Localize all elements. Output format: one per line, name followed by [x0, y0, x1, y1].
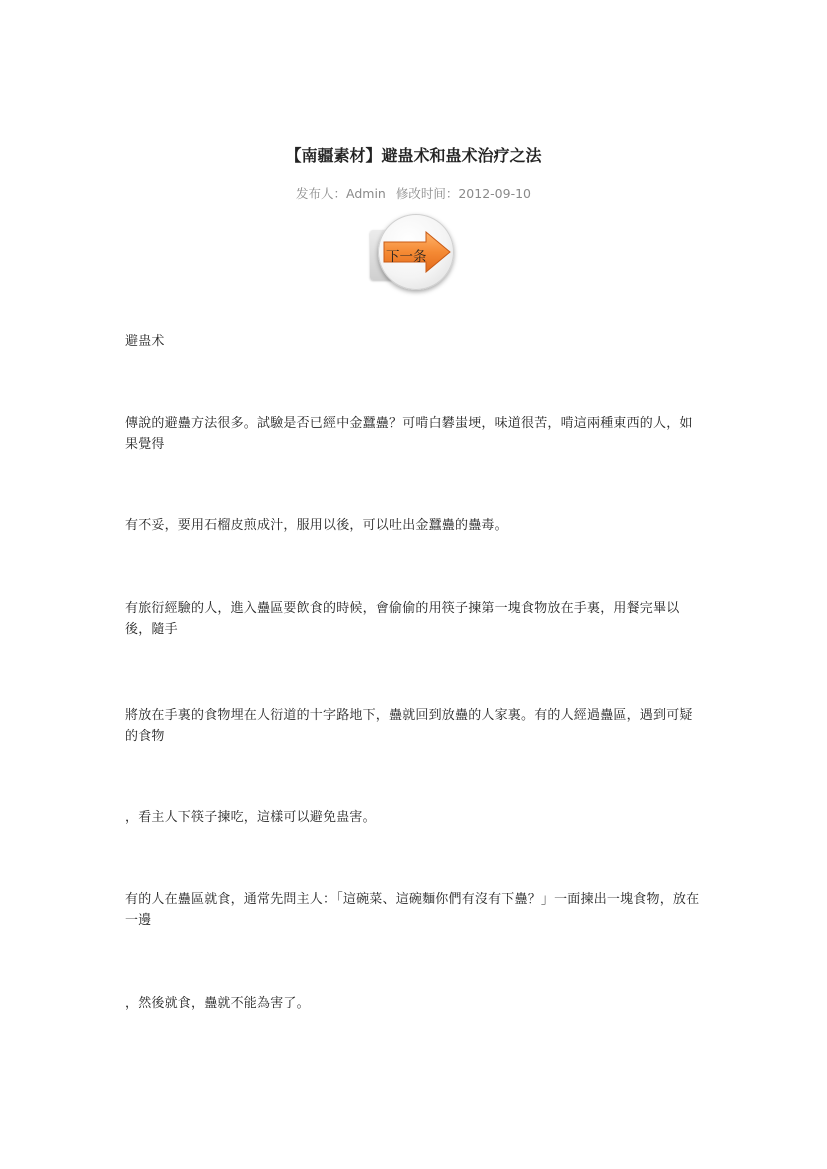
article-title: 【南疆素材】避蛊术和蛊术治疗之法 — [285, 146, 542, 165]
next-article-button[interactable] — [370, 214, 456, 296]
next-button-label[interactable]: 下一条 — [386, 249, 427, 265]
article-meta — [0, 184, 827, 202]
paragraph: ，看主人下筷子揀吃，這樣可以避免蛊害。 — [125, 810, 376, 825]
paragraph: 傳說的避蠱方法很多。試驗是否已經中金蠶蠱？可啃白礬蚩埂，味道很苦，啃這兩種東西的人，如果覺得 — [125, 416, 693, 452]
paragraph: 將放在手裏的食物埋在人衍道的十字路地下，蠱就回到放蠱的人家裏。有的人經過蠱區，遇到可疑的食物 — [125, 708, 693, 744]
paragraph: 有不妥，要用石榴皮煎成汁，服用以後，可以吐出金蠶蠱的蠱毒。 — [125, 518, 508, 533]
paragraph: 有的人在蠱區就食，通常先問主人：「這碗菜、這碗麵你們有沒有下蠱？」一面揀出一塊食物，放在一邊 — [125, 892, 700, 928]
paragraph: 有旅衍經驗的人，進入蠱區要飲食的時候，會偷偷的用筷子揀第一塊食物放在手裏，用餐完畢以後，隨手 — [125, 601, 680, 637]
paragraph: ，然後就食，蠱就不能為害了。 — [125, 996, 310, 1011]
author-label: 发布人：Admin — [296, 186, 386, 201]
paragraph: 避蛊术 — [125, 334, 165, 349]
modified-date-label: 修改时间：2012-09-10 — [395, 186, 531, 201]
